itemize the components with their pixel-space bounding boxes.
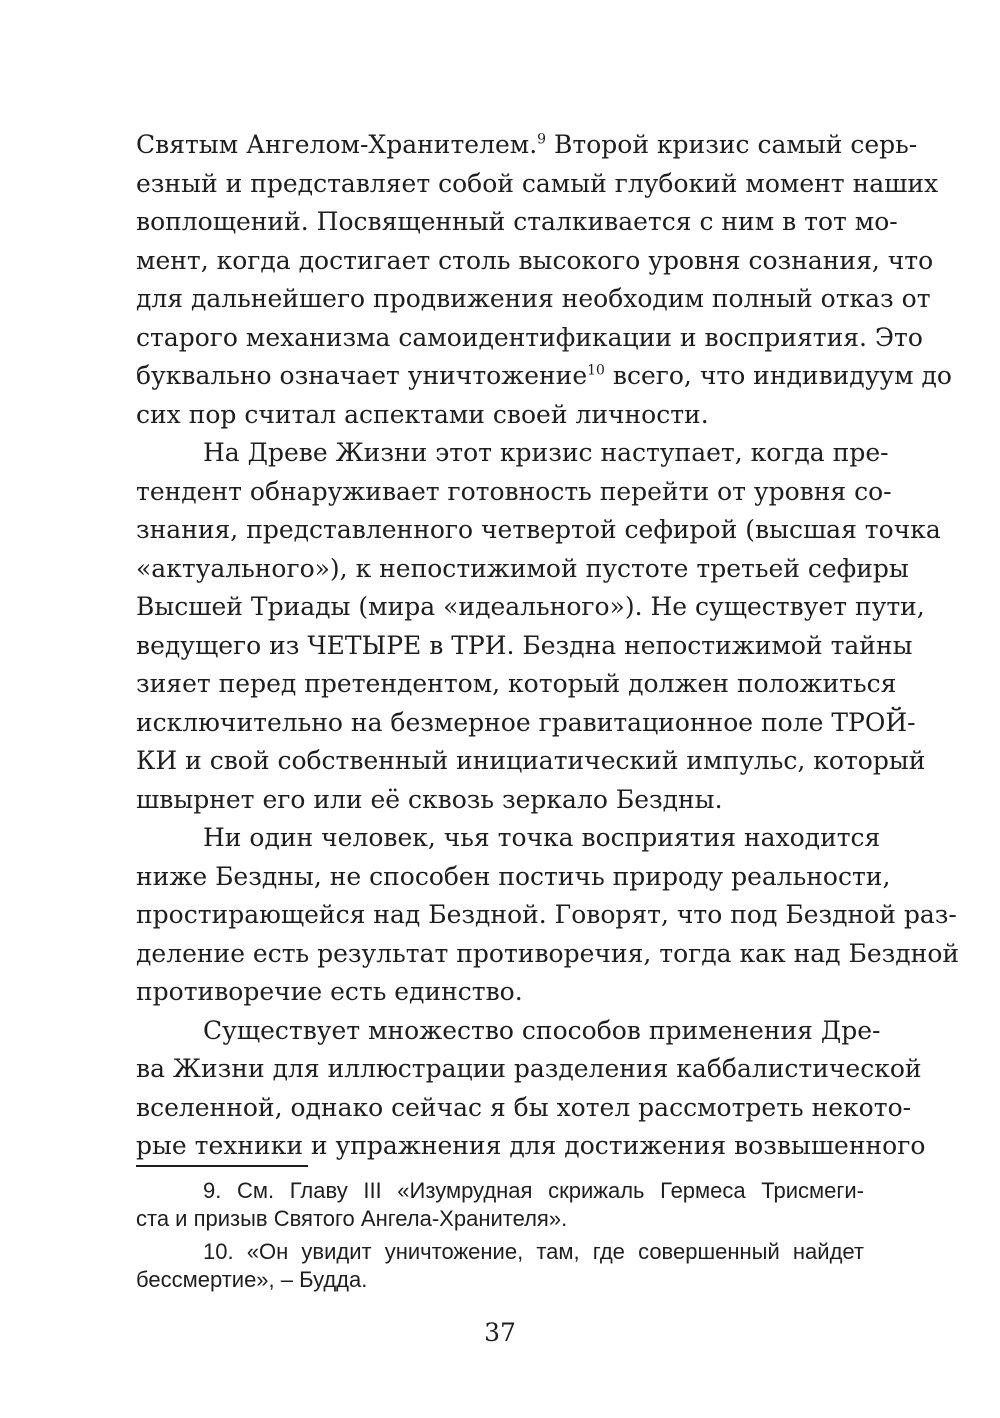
footnote-10 [136,1238,864,1294]
text-line: рые техники и упражнения для достижения возвышенного [136,1131,926,1160]
text-line: сих пор считал аспектами своей личности. [136,399,709,429]
text-line: ведущего из ЧЕТЫРЕ в ТРИ. Бездна непостижимой тайны [136,630,913,660]
text-line: ниже Бездны, не способен постичь природу реальности, [136,861,891,891]
text-line: «актуального»), к непостижимой пустоте третьей сефиры [136,553,909,583]
footnote-line: 9. См. Главу III «Изумрудная скрижаль Гермеса Трисмеги- [203,1178,864,1203]
text-line: исключительно на безмерное гравитационное поле ТРОЙ- [136,707,916,737]
footnote-9 [136,1177,864,1233]
footnote-line: ста и призыв Святого Ангела-Хранителя». [136,1206,568,1231]
text-line: воплощений. Посвященный сталкивается с ним в тот мо- [136,207,898,236]
text-line: Существует множество способов применения Дре- [203,1015,881,1045]
text-line: простирающейся над Бездной. Говорят, что под Бездной раз- [136,900,957,929]
page-number: 37 [484,1318,516,1347]
main-text [136,126,960,1166]
paragraph-3 [136,819,960,1012]
text-line: знания, представленного четвертой сефирой (высшая точка [136,515,941,544]
text-line: Святым Ангелом-Хранителем.$^9$ Второй кризис самый серь- [136,130,918,159]
text-line: противоречие есть единство. [136,977,523,1006]
footnote-line: 10. «Он увидит уничтожение, там, где совершенный найдет [203,1239,864,1264]
footnote-ref-10[interactable]: 10 [587,362,605,379]
text-line: швырнет его или её сквозь зеркало Бездны. [136,784,723,814]
text-line: ва Жизни для иллюстрации разделения каббалистической [136,1054,922,1083]
text-line: деление есть результат противоречия, тогда как над Бездной [136,938,960,968]
text-line: мент, когда достигает столь высокого уровня сознания, что [136,245,934,275]
text-line: для дальнейшего продвижения необходим полный отказ от [136,284,931,313]
footnotes [136,1177,864,1294]
paragraph-4 [136,1012,926,1166]
paragraph-1 [136,126,952,434]
paragraph-2 [136,434,941,819]
footnote-ref-9[interactable]: 9 [537,131,547,148]
text-line: тендент обнаруживает готовность перейти от уровня со- [136,476,892,506]
text-line: Ни один человек, чья точка восприятия находится [203,823,881,852]
text-line: КИ и свой собственный инициатический импульс, который [136,746,926,775]
text-line: зияет перед претендентом, который должен положиться [136,669,897,698]
footnote-divider [136,1165,308,1167]
text-line: буквально означает уничтожение$^{10}$ всего, что индивидуум до [136,361,952,390]
footnote-line: бессмертие», – Будда. [136,1267,368,1292]
text-line: вселенной, однако сейчас я бы хотел рассмотреть некото- [136,1092,912,1122]
text-line: На Древе Жизни этот кризис наступает, когда пре- [203,438,889,467]
text-line: езный и представляет собой самый глубокий момент наших [136,168,939,198]
text-line: старого механизма самоидентификации и восприятия. Это [136,322,923,352]
text-line: Высшей Триады (мира «идеального»). Не существует пути, [136,592,925,621]
